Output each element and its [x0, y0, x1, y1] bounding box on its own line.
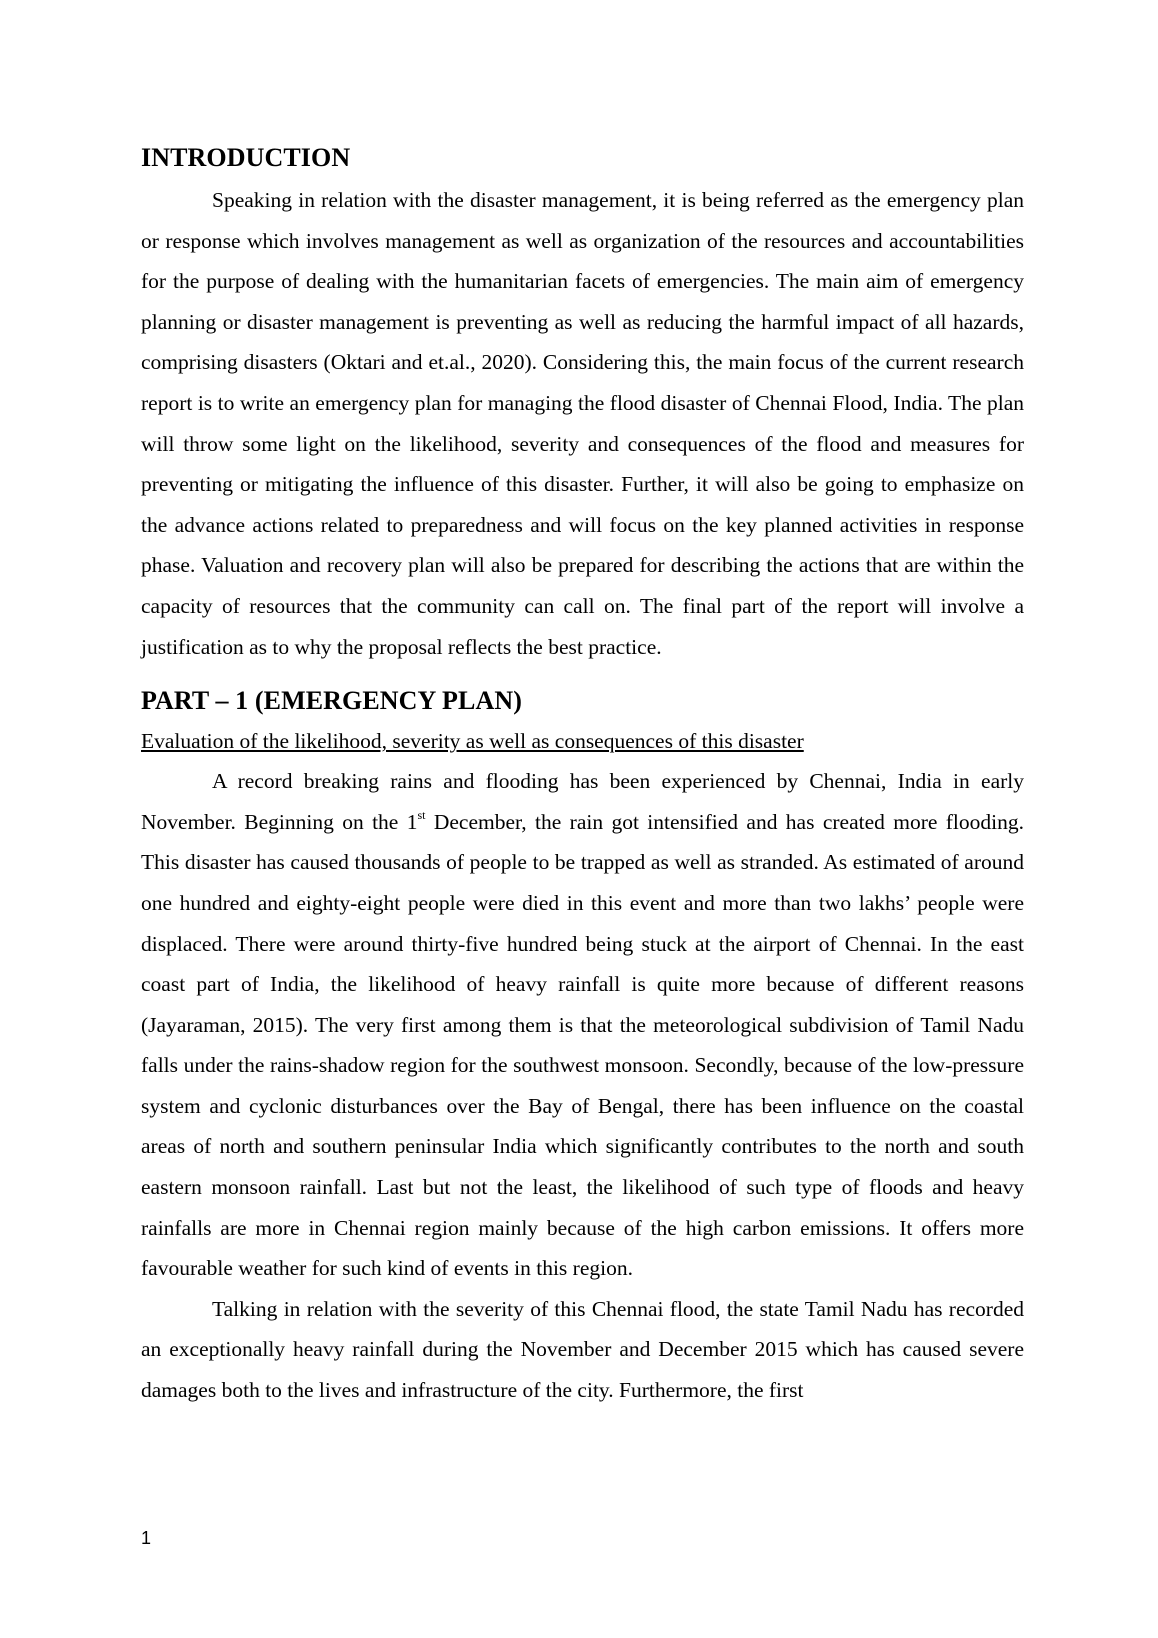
- introduction-paragraph: Speaking in relation with the disaster management, it is being referred as the emergency plan or response which involves management as well as organization of the resources and accountabilities for the purpose of dealing with the humanitarian facets of emergencies. The main aim of emergency planning or disaster management is preventing as well as reducing the harmful impact of all hazards, comprising disasters (Oktari and et.al., 2020). Considering this, the main focus of the current research report is to write an emergency plan for managing the flood disaster of Chennai Flood, India. The plan will throw some light on the likelihood, severity and consequences of the flood and measures for preventing or mitigating the influence of this disaster. Further, it will also be going to emphasize on the advance actions related to preparedness and will focus on the key planned activities in response phase. Valuation and recovery plan will also be prepared for describing the actions that are within the capacity of resources that the community can call on. The final part of the report will involve a justification as to why the proposal reflects the best practice.: [141, 188, 1024, 659]
- ordinal-superscript: st: [417, 807, 426, 822]
- severity-paragraph: Talking in relation with the severity of this Chennai flood, the state Tamil Nadu has recorded an exceptionally heavy rainfall during the November and December 2015 which has caused severe damages both to the lives and infrastructure of the city. Furthermore, the first: [141, 1296, 1024, 1403]
- likelihood-paragraph: [141, 761, 1024, 1289]
- part-1-heading: PART – 1 (EMERGENCY PLAN): [141, 686, 522, 716]
- evaluation-subheading: Evaluation of the likelihood, severity as well as consequences of this disaster: [141, 729, 804, 754]
- document-page: [141, 140, 1024, 1411]
- introduction-heading: INTRODUCTION: [141, 143, 351, 172]
- likelihood-text-start: A record breaking rains and flooding has been experienced by Chennai, India in early November. Beginning on the 1: [141, 769, 1024, 834]
- likelihood-text-rest: December, the rain got intensified and has created more flooding. This disaster has caused thousands of people to be trapped as well as stranded. As estimated of around one hundred and eighty-eight people were died in this event and more than two lakhs’ people were displaced. There were around thirty-five hundred being stuck at the airport of Chennai. In the east coast part of India, the likelihood of heavy rainfall is quite more because of different reasons (Jayaraman, 2015). The very first among them is that the meteorological subdivision of Tamil Nadu falls under the rains-shadow region for the southwest monsoon. Secondly, because of the low-pressure system and cyclonic disturbances over the Bay of Bengal, there has been influence on the coastal areas of north and southern peninsular India which significantly contributes to the north and south eastern monsoon rainfall. Last but not the least, the likelihood of such type of floods and heavy rainfalls are more in Chennai region mainly because of the high carbon emissions. It offers more favourable weather for such kind of events in this region.: [141, 809, 1024, 1281]
- page-number: 1: [141, 1528, 152, 1548]
